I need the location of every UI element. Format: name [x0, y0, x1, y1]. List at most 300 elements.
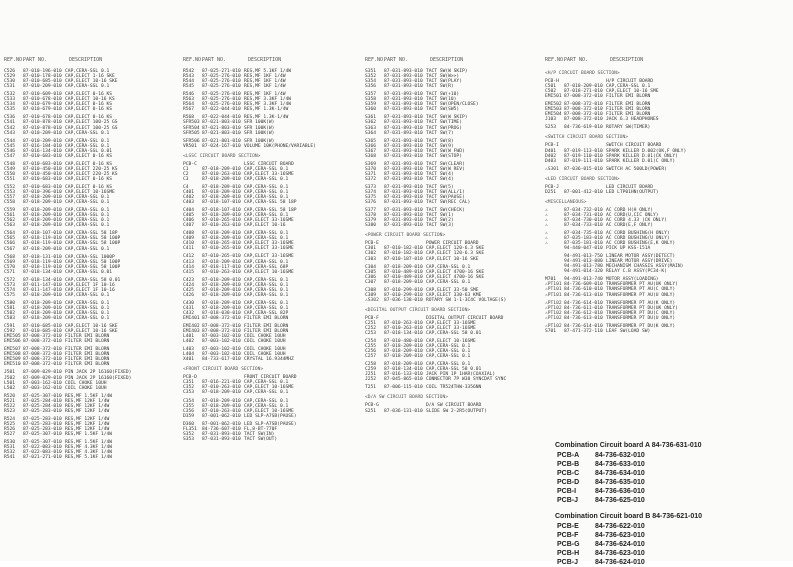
table-row — [183, 144, 318, 149]
part-no: 87-018-209-010 — [23, 316, 62, 322]
description: VOLUME 10K(PHONE/VARIABLE) — [244, 143, 316, 149]
ref-no: EMI507 — [4, 347, 21, 353]
part-no: 87-018-107-010 — [23, 231, 62, 237]
ref-no: L404 — [183, 352, 195, 358]
part-no: 87-010-450-010 — [23, 171, 62, 177]
description: CAP,ELECT 33-50 SME — [426, 287, 479, 293]
part-no: 87-025-276-010 — [202, 97, 241, 103]
description: CAP,CERA-SSL 0.1 — [65, 316, 110, 322]
description: CAP,CERA-SSL 0.1 — [426, 354, 471, 360]
description: CAP,ELECT 120-6.3 SKE — [426, 251, 485, 257]
table-row — [545, 190, 680, 195]
part-no: 87-031-893-010 — [384, 208, 423, 214]
description: TACT SW(4) — [426, 171, 454, 177]
ref-no: R546 — [183, 92, 195, 98]
part-no: 87-031-893-010 — [384, 143, 423, 149]
description: CAP,ELECT 4700-16 SKE — [426, 269, 485, 275]
table-row — [365, 280, 500, 285]
description: TACT SW(W REV) — [426, 166, 465, 172]
description: FRONT CIRCUIT BOARD — [244, 375, 297, 381]
ref-no: S373 — [365, 184, 377, 190]
safety-warning-icon: ⚠ — [545, 236, 548, 242]
description: RELAY C.B ASSY(PC34-K) — [606, 269, 667, 275]
ref-no: EMI509 — [4, 357, 21, 363]
part-no: 87-010-265-010 — [202, 241, 241, 247]
pcb-part-no: 84-736-624-010 — [595, 559, 645, 566]
description: CAP,CERA-SSL 68P — [244, 264, 289, 270]
description: CAP,ELECT 10-16SME — [244, 385, 294, 391]
ref-no: S376 — [365, 200, 377, 206]
ref-no: D360 — [183, 421, 195, 427]
description: RES,MF 12KF 1/4W — [65, 403, 110, 409]
part-no: 87-471-372-110 — [564, 328, 603, 334]
pcb-label: PCB-C — [557, 470, 580, 477]
part-no: 87-025-283-010 — [23, 408, 62, 414]
part-no: 87-018-209-010 — [23, 300, 62, 306]
ref-no: R544 — [183, 79, 195, 85]
ref-no: EMI508 — [4, 352, 21, 358]
part-no: 87-021-271-010 — [23, 455, 62, 461]
description: CAP,CERA-SSL 0.1 — [244, 287, 289, 293]
ref-no: C414 — [183, 264, 195, 270]
part-no: 87-031-893-010 — [384, 115, 423, 121]
part-no: 87-031-893-010 — [384, 176, 423, 182]
part-no: 87-010-878-010 — [23, 125, 62, 131]
description: FILTER EMI BLORN — [244, 329, 289, 335]
part-no: 87-008-372-010 — [202, 315, 241, 321]
table-row — [545, 125, 680, 130]
description: TACT SW(ALL/1) — [426, 190, 465, 196]
part-no: 87-008-372-010 — [23, 357, 62, 363]
part-no: 87-010-450-010 — [23, 166, 62, 172]
description: FILTER EMI BLORN — [65, 339, 110, 345]
part-no: 87-008-372-010 — [23, 334, 62, 340]
description: MECHANISM CHASSIS ASSY(MAIN) — [606, 264, 684, 270]
description: FILTER EMI BLORN — [606, 94, 651, 100]
part-no: 87-031-893-010 — [384, 130, 423, 136]
combination-item — [555, 478, 702, 487]
description: CAP,ELECT 120-6.3 SKE — [426, 246, 485, 252]
ref-no: C406 — [183, 218, 195, 224]
ref-no: C529 — [4, 74, 16, 80]
table-row — [4, 131, 139, 136]
ref-no: S380 — [365, 223, 377, 229]
part-no: 87-010-299-010 — [384, 287, 423, 293]
part-no: 87-008-372-010 — [564, 107, 603, 113]
table-row — [183, 200, 318, 205]
safety-warning-icon: ⚠S301 — [545, 166, 559, 172]
table-row — [365, 154, 500, 159]
ref-no: C302 — [365, 251, 377, 257]
description: COIL CHOKE 10UH — [65, 380, 107, 386]
description: TACT SW(W FWD) — [426, 148, 465, 154]
ref-no: EMI503 — [545, 107, 562, 113]
description: CAP,CERA-SSL 58 0.01 — [65, 277, 121, 283]
ref-no: C561 — [4, 213, 16, 219]
section-title: <LED CIRCUIT BOARD SECTION> — [545, 176, 620, 182]
part-no: 87-010-263-010 — [202, 171, 241, 177]
header-ref: REF.NO. — [365, 57, 387, 63]
part-no: 87-034-733-010 — [564, 222, 603, 228]
ref-no: D401 — [545, 148, 557, 154]
part-no: 87-018-209-010 — [202, 277, 241, 283]
part-no: 87-010-265-010 — [202, 254, 241, 260]
part-no: 87-008-372-010 — [23, 352, 62, 358]
part-no: 87-031-893-010 — [384, 153, 423, 159]
ref-no: R568 — [183, 115, 195, 121]
description: TACT SW(PROG) — [426, 125, 462, 131]
ref-no: C257 — [365, 354, 377, 360]
description: CAP,ELECT 0-16 KS — [65, 115, 113, 121]
description: SWITCH CIRCUIT BOARD — [606, 143, 662, 149]
section-title: <DIGITAL OUTPUT CIRCUIT BOARD SECTION> — [365, 307, 471, 313]
part-no: 87-021-801-010 — [202, 138, 241, 144]
table-row — [4, 362, 139, 367]
description: CAP,CERA-SSL 0.1 — [65, 69, 110, 75]
description: COIL CHOKE 10UH — [244, 352, 286, 358]
part-no: 87-031-893-010 — [384, 69, 423, 75]
ref-no: C558 — [4, 200, 16, 206]
description: RES,MF 1.3K-1/4W — [244, 107, 289, 113]
description: CAP,ELECT 1F 10-16 — [65, 282, 115, 288]
description: RES,MF 1KF 1/4W — [244, 84, 286, 90]
part-no: 87-018-209-010 — [384, 349, 423, 355]
table-row — [4, 177, 139, 182]
part-no: 87-018-107-010 — [202, 208, 241, 214]
part-no: 87-031-893-010 — [384, 120, 423, 126]
ref-no: R522 — [4, 403, 16, 409]
description: FILTER EMI BLORN — [65, 334, 110, 340]
description: TRANSFORMER PT DU(K ONLY) — [606, 323, 676, 329]
ref-no: S377 — [365, 208, 377, 214]
part-no: 87-022-044-010 — [202, 115, 241, 121]
ref-no: C409 — [183, 236, 195, 242]
parts-column-2 — [183, 58, 318, 442]
description: RES,MF 12KF 1/4W — [65, 421, 110, 427]
table-row — [365, 107, 500, 112]
ref-no: EMI510 — [4, 362, 21, 368]
part-no: 87-010-678-010 — [23, 97, 62, 103]
table-row — [4, 270, 139, 275]
ref-no: S367 — [365, 148, 377, 154]
description: RES,MF 4.3KF 1/4W — [65, 445, 113, 451]
safety-warning-icon: ⚠PT102 — [545, 305, 562, 311]
ref-no: S251 — [365, 408, 377, 414]
part-no: 87-008-372-010 — [23, 339, 62, 345]
description: TACT SW(1) — [426, 213, 454, 219]
ref-no: R567 — [183, 107, 195, 113]
description: RES,MF 5.1KF 1/4W — [65, 455, 113, 461]
part-no: 87-034-735-010 — [564, 230, 603, 236]
part-no: 87-025-283-010 — [23, 426, 62, 432]
ref-no: S356 — [365, 84, 377, 90]
table-row — [4, 293, 139, 298]
part-no: 87-018-271-010 — [564, 89, 603, 95]
safety-warning-icon: ⚠PT102 — [545, 323, 562, 329]
ref-no: C352 — [183, 385, 195, 391]
part-no: 87-018-209-010 — [202, 287, 241, 293]
description: PICK UP KSS-151A — [606, 246, 651, 252]
ref-no: C356 — [183, 408, 195, 414]
section-title: <SWITCH CIRCUIT BOARD SECTION> — [545, 135, 628, 141]
description: RES,MF 12KF 1/4W — [65, 416, 110, 422]
description: TACT SW(R) — [426, 84, 454, 90]
header-desc: DESCRIPTION — [610, 57, 644, 63]
part-no: 84-736-619-010 — [564, 125, 603, 131]
description: CAP,ELECT 33-16SME — [244, 171, 294, 177]
ref-no: C557 — [4, 195, 16, 201]
ref-no: C580 — [4, 300, 16, 306]
part-no: 87-010-187-010 — [384, 256, 423, 262]
part-no: 87-010-685-010 — [23, 329, 62, 335]
part-no: 87-031-893-010 — [384, 107, 423, 113]
table-row — [183, 390, 318, 395]
description: SPARK KILLER D.002(OK,F ONLY) — [606, 148, 687, 154]
ref-no: T251 — [365, 385, 377, 391]
part-no: 87-036-015-010 — [564, 166, 603, 172]
description: TACT SW(SW5) — [426, 107, 460, 113]
table-row — [183, 270, 318, 275]
header-part: PART NO. — [23, 57, 48, 63]
ref-no: C405 — [183, 213, 195, 219]
pcb-part-no: 84-736-622-010 — [595, 523, 645, 530]
ref-no: C532 — [4, 92, 16, 98]
part-no: 87-031-893-010 — [384, 171, 423, 177]
ref-no: PCB-H — [545, 79, 559, 85]
description: CAP,CERA-SSL 58 100P — [65, 264, 121, 270]
safety-warning-icon: ⚠ — [545, 230, 548, 236]
part-no: 87-018-131-010 — [23, 254, 62, 260]
part-no: 87-018-209-010 — [202, 300, 241, 306]
part-no: 87-010-679-010 — [23, 102, 62, 108]
part-no: 87-018-209-010 — [384, 344, 423, 350]
safety-warning-icon: ⚠ — [545, 217, 548, 223]
ref-no: S352 — [183, 431, 195, 437]
combination-title: Combination Circuit board A 84-736-631-010 — [555, 442, 702, 449]
part-no: 87-022-083-010 — [23, 450, 62, 456]
description: CAP,CERA-SSL 0.1 — [244, 184, 289, 190]
ref-no: C575 — [4, 292, 16, 298]
description: FL,8-BT-770F — [244, 426, 278, 432]
ref-no: C536 — [4, 115, 16, 121]
header-ref: REF.NO. — [183, 57, 205, 63]
ref-no: M701 — [545, 277, 557, 283]
description: CAP,ELECT 0-16 KS — [65, 102, 113, 108]
ref-no: R520 — [4, 393, 16, 399]
ref-no: S371 — [365, 171, 377, 177]
ref-no: L501 — [4, 380, 16, 386]
description: RES,MF 5.1KF 1/4W — [244, 69, 292, 75]
description: JACK PIN 1P 1HAR(COAXIAL) — [426, 372, 496, 378]
description: ROTARY SW(TIMER) — [606, 125, 651, 131]
ref-no: R523 — [4, 408, 16, 414]
description: TACT SW(TIME) — [426, 120, 462, 126]
ref-no: D359 — [183, 413, 195, 419]
pcb-label: PCB-G — [557, 541, 580, 548]
ref-no: S375 — [365, 195, 377, 201]
description: SFR 100K(W) — [244, 120, 275, 126]
ref-no: R564 — [183, 102, 195, 108]
part-no: 87-018-119-010 — [23, 264, 62, 270]
ref-no: S362 — [365, 120, 377, 126]
header-desc: DESCRIPTION — [69, 57, 103, 63]
part-no: 87-016-134-010 — [23, 148, 62, 154]
description: FILTER EMI BLORN — [65, 362, 110, 368]
ref-no: C530 — [4, 79, 16, 85]
part-no: 87-031-893-010 — [384, 218, 423, 224]
ref-no: C413 — [183, 259, 195, 265]
table-row — [4, 409, 139, 414]
part-no: 87-031-893-010 — [384, 138, 423, 144]
table-row — [365, 354, 500, 359]
part-no: 87-008-372-010 — [23, 362, 62, 368]
header-ref: REF.NO. — [4, 57, 26, 63]
description: CAP,ELECT 10-16 KS — [65, 97, 115, 103]
part-no: 87-031-893-010 — [384, 200, 423, 206]
description: SPARK KILLER D.01(C ONLY) — [606, 158, 676, 164]
part-no: 87-018-134-010 — [23, 277, 62, 283]
ref-no: C543 — [4, 130, 16, 136]
part-no: 84-733-617-010 — [202, 357, 241, 363]
description: TACT SW(W SKIP) — [426, 69, 468, 75]
description: CAP,ELECT 220-25 KS — [65, 171, 118, 177]
table-row — [183, 177, 318, 182]
ref-no: C254 — [365, 339, 377, 345]
description: DIGITAL OUTPUT CIRCUIT BOARD — [426, 315, 504, 321]
description: CAP,CERA-SSL 0.1 — [244, 176, 289, 182]
description: CAP,CERA-SSL 0.1 — [65, 223, 110, 229]
table-row — [183, 223, 318, 228]
description: TRANSFORMER PT DU(U ONLY) — [606, 315, 676, 321]
part-no: 87-010-685-010 — [23, 79, 62, 85]
safety-warning-icon: ⚠ — [545, 222, 548, 228]
ref-no: C309 — [365, 292, 377, 298]
part-no: 87-018-209-010 — [202, 184, 241, 190]
description: CAP,CERA-SSL 1000P — [65, 254, 115, 260]
part-no: 87-034-730-010 — [564, 217, 603, 223]
part-no: 87-018-107-010 — [202, 200, 241, 206]
ref-no: C407 — [183, 223, 195, 229]
combination-item — [555, 540, 702, 549]
table-row — [183, 293, 318, 298]
part-no: 87-031-893-010 — [384, 166, 423, 172]
ref-no: SFR503 — [183, 120, 200, 126]
description: CAP,CERA-SSL 0.01 — [65, 269, 113, 275]
ref-no: C552 — [4, 184, 16, 190]
table-row — [545, 316, 680, 321]
part-no: 87-022-044-010 — [202, 107, 241, 113]
ref-no: C423 — [183, 277, 195, 283]
part-no: 94-491-013-880 — [564, 259, 603, 265]
description: RES,MF 1.5KF 1/4W — [65, 432, 113, 437]
ref-no: EMI504 — [545, 112, 562, 118]
ref-no: C542 — [4, 125, 16, 131]
description: CAP,CERA-SSL 0.1 — [65, 138, 110, 144]
ref-no: C566 — [4, 241, 16, 247]
part-no: 84-736-614-010 — [564, 300, 603, 306]
ref-no: J502 — [4, 375, 16, 381]
ref-no: S366 — [365, 143, 377, 149]
description: TACT SW(W SKIP) — [426, 115, 468, 121]
section-title: <LSSC CIRCUIT BOARD SECTION> — [183, 153, 261, 159]
description: PIN JACK 2P 16160(FIXED) — [65, 370, 132, 376]
description: COIL CHOKE 10UH — [244, 347, 286, 353]
ref-no: X401 — [183, 357, 195, 363]
table-row — [545, 293, 680, 298]
part-no: 84-736-613-010 — [564, 315, 603, 321]
ref-no: C251 — [365, 320, 377, 326]
part-no: 87-008-372-010 — [202, 324, 241, 330]
section-title: <MISCELLANEOUS> — [545, 199, 587, 205]
part-no: 87-018-209-010 — [384, 354, 423, 360]
part-no: 87-031-893-010 — [384, 195, 423, 201]
description: LED SLP-A7SB(PAUSE) — [244, 413, 297, 419]
description: CAP,CERA-SSL 0.1 — [65, 143, 110, 149]
part-no: 87-018-117-010 — [202, 264, 241, 270]
pcb-label: PCB-B — [557, 461, 580, 468]
description: CAP,CERA-SSL 0.1 — [244, 282, 289, 288]
part-no: 87-025-283-010 — [23, 416, 62, 422]
description: SWITCH AC 500LD(POWER) — [606, 166, 667, 172]
description: CAP,CERA-SSL 0.1 — [244, 277, 289, 283]
part-no: 87-045-865-010 — [384, 377, 423, 383]
description: CAP,ELECT 33-16SME — [244, 241, 294, 247]
description: RES,MF 12KF 1/4W — [65, 426, 110, 432]
description: SFR 100K(W) — [244, 125, 275, 131]
ref-no: R541 — [4, 455, 16, 461]
column-header — [183, 58, 318, 63]
part-no: 87-031-893-010 — [384, 102, 423, 108]
part-no: 87-010-209-010 — [23, 130, 62, 136]
description: AC CORD(U,CIC ONLY) — [606, 212, 659, 218]
part-no: 87-025-276-010 — [202, 79, 241, 85]
table-row — [183, 246, 318, 251]
ref-no: PCB-J — [545, 184, 559, 190]
ref-no: C571 — [4, 269, 16, 275]
description: CAP,CERA-SSL 58 100P — [65, 241, 121, 247]
part-no: 87-010-683-010 — [23, 161, 62, 167]
description: LED LTP01HN(OUTPUT) — [606, 189, 659, 195]
ref-no: EMI506 — [4, 339, 21, 345]
description: SFR 100K(W) — [244, 130, 275, 136]
part-no: 87-035-181-010 — [564, 241, 603, 247]
ref-no: C551 — [4, 176, 16, 182]
description: TACT SW(7) — [426, 130, 454, 136]
description: CAP,CERA-SSL 0.1 — [65, 292, 110, 298]
description: TACT SW(10) — [426, 97, 457, 103]
description: FILTER EMI BLORN — [65, 357, 110, 363]
description: AC CORD BUSHING(E,K ONLY) — [606, 241, 676, 247]
ref-no: C415 — [183, 269, 195, 275]
description: AC CORD(E,F ONLY) — [606, 222, 654, 228]
part-no: 87-008-372-010 — [564, 94, 603, 100]
section-title: <FRONT CIRCUIT BOARD SECTION> — [183, 367, 264, 373]
ref-no: C411 — [183, 246, 195, 252]
ref-no: S370 — [365, 166, 377, 172]
part-no: 84-736-612-010 — [564, 310, 603, 316]
part-no: 87-010-209-010 — [23, 138, 62, 144]
part-no: 87-018-209-010 — [202, 236, 241, 242]
ref-no: C549 — [4, 166, 16, 172]
table-row — [4, 432, 139, 437]
description: CAP,ELECT 10-16 SKE — [65, 324, 118, 330]
description: CAP,CERA-SSL 0.1 — [65, 208, 110, 214]
table-row — [183, 131, 318, 136]
part-no: 87-010-299-010 — [384, 292, 423, 298]
ref-no: L402 — [183, 339, 195, 345]
combination-item — [555, 531, 702, 540]
part-no: 87-031-893-010 — [384, 223, 423, 229]
